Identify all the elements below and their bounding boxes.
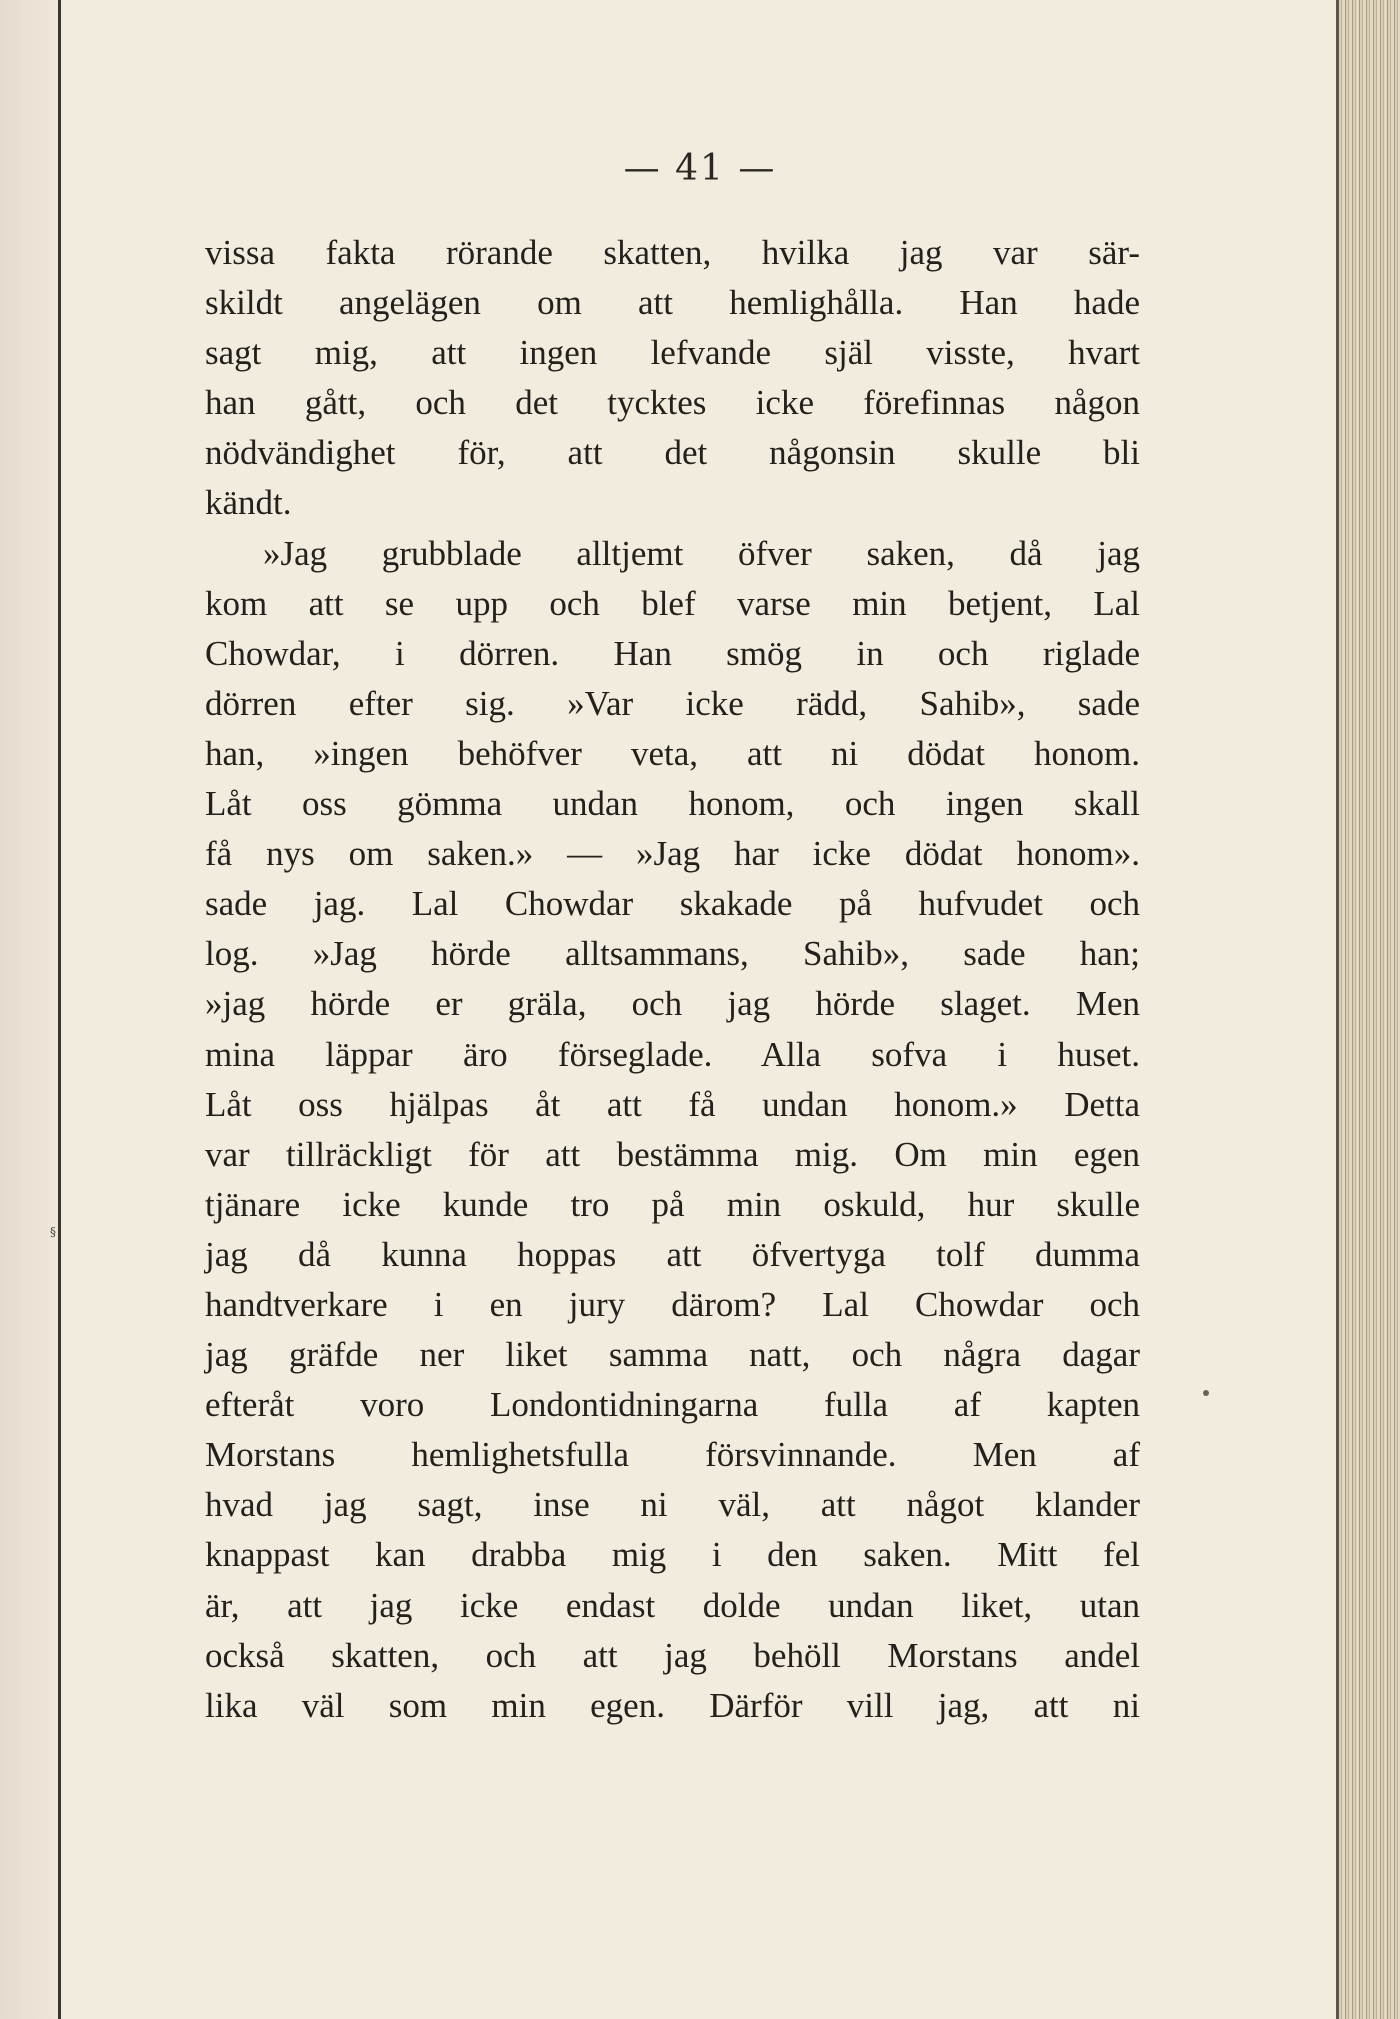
text-line: var tillräckligt för att bestämma mig. Om min egen bbox=[205, 1134, 1140, 1174]
text-line: »jag hörde er gräla, och jag hörde slaget. Men bbox=[205, 984, 1140, 1024]
text-line: vissa fakta rörande skatten, hvilka jag var sär- bbox=[205, 233, 1140, 272]
text-line: knappast kan drabba mig i den saken. Mitt fel bbox=[205, 1535, 1140, 1575]
text-line: också skatten, och att jag behöll Morstans andel bbox=[205, 1635, 1140, 1675]
text-line: lika väl som min egen. Därför vill jag, att ni bbox=[205, 1685, 1140, 1725]
text-line: »Jag grubblade alltjemt öfver saken, då jag bbox=[263, 533, 1140, 573]
text-line: Chowdar, i dörren. Han smög in och riglade bbox=[205, 633, 1140, 673]
text-line: dörren efter sig. »Var icke rädd, Sahib», sade bbox=[205, 683, 1140, 723]
text-line: Låt oss gömma undan honom, och ingen skall bbox=[205, 784, 1140, 824]
page-number: — 41 — bbox=[623, 148, 777, 189]
text-line: kändt. bbox=[205, 483, 292, 523]
page-body bbox=[61, 0, 1339, 2019]
text-line: jag gräfde ner liket samma natt, och några dagar bbox=[205, 1335, 1140, 1375]
text-line: sade jag. Lal Chowdar skakade på hufvudet och bbox=[205, 884, 1140, 924]
gutter-mark-icon: § bbox=[50, 1225, 56, 1239]
text-line: kom att se upp och blef varse min betjent, Lal bbox=[205, 583, 1140, 623]
text-line: nödvändighet för, att det någonsin skulle bli bbox=[205, 433, 1140, 473]
text-line: han gått, och det tycktes icke förefinnas någon bbox=[205, 383, 1140, 423]
left-margin bbox=[0, 0, 58, 2019]
text-line: jag då kunna hoppas att öfvertyga tolf dumma bbox=[205, 1234, 1140, 1274]
text-line: Låt oss hjälpas åt att få undan honom.» Detta bbox=[205, 1084, 1140, 1124]
text-line: Morstans hemlighetsfulla försvinnande. Men af bbox=[205, 1435, 1140, 1475]
text-line: log. »Jag hörde alltsammans, Sahib», sade han; bbox=[205, 934, 1140, 974]
text-line: sagt mig, att ingen lefvande själ visste, hvart bbox=[205, 333, 1140, 373]
text-line: tjänare icke kunde tro på min oskuld, hur skulle bbox=[205, 1184, 1140, 1224]
stacked-page-edges bbox=[1339, 0, 1400, 2019]
text-line: hvad jag sagt, inse ni väl, att något klander bbox=[205, 1485, 1140, 1525]
text-line: är, att jag icke endast dolde undan liket, utan bbox=[205, 1585, 1140, 1625]
text-line: få nys om saken.» — »Jag har icke dödat honom». bbox=[205, 834, 1140, 874]
text-line: handtverkare i en jury därom? Lal Chowdar och bbox=[205, 1284, 1140, 1324]
text-line: han, »ingen behöfver veta, att ni dödat honom. bbox=[205, 733, 1140, 773]
text-line: skildt angelägen om att hemlighålla. Han hade bbox=[205, 283, 1140, 323]
paper-speck bbox=[1203, 1390, 1209, 1396]
body-text bbox=[205, 228, 1140, 1731]
text-line: efteråt voro Londontidningarna fulla af kapten bbox=[205, 1385, 1140, 1425]
text-line: mina läppar äro förseglade. Alla sofva i huset. bbox=[205, 1034, 1140, 1074]
